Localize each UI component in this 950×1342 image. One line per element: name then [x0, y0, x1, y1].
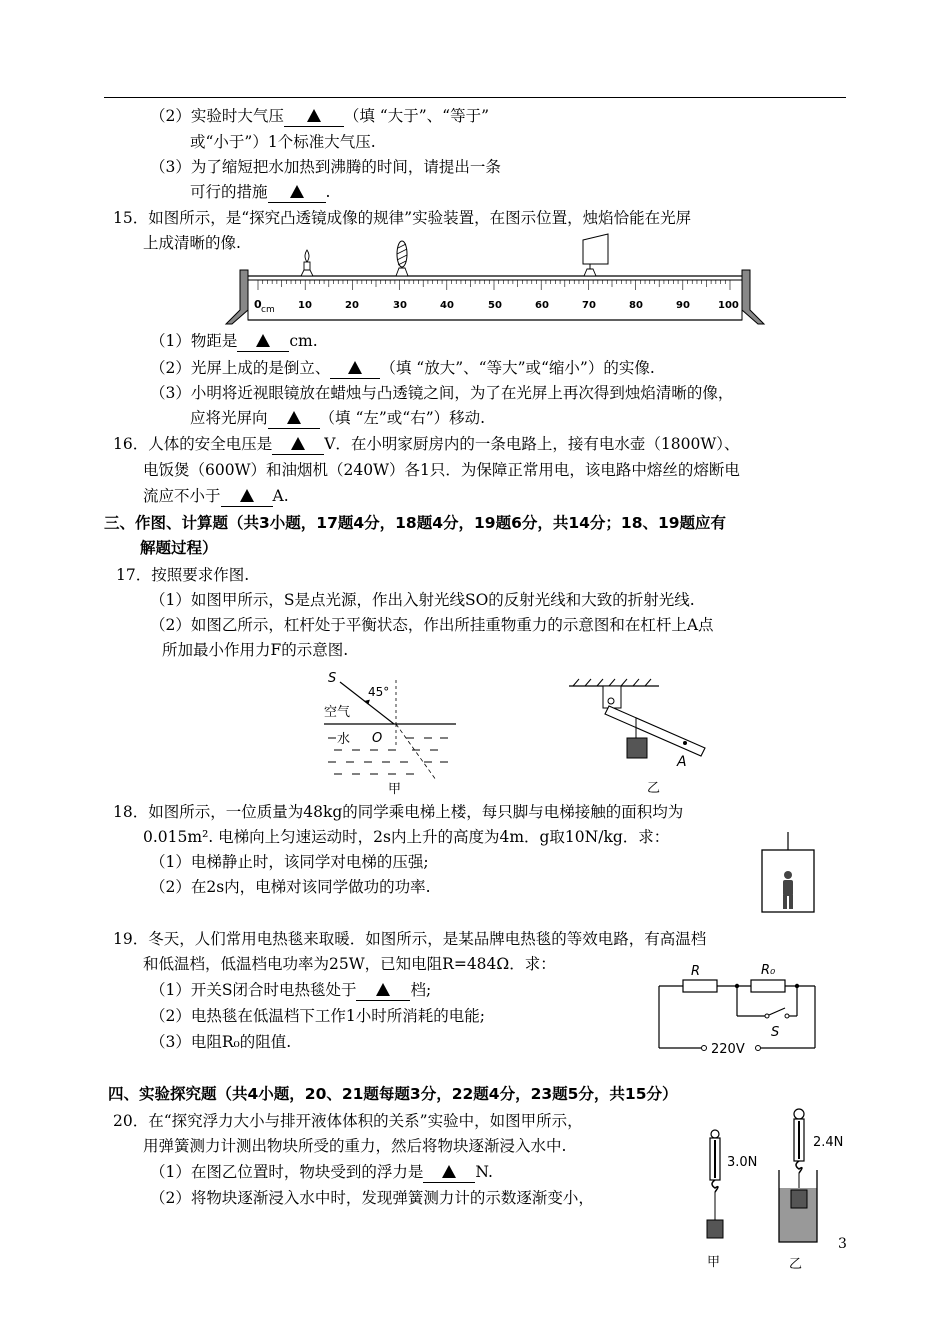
- lever-figure-yi: [565, 676, 715, 794]
- q19-part1: （1）开关S闭合时电热毯处于 档;: [150, 981, 432, 999]
- water-label: 水: [337, 732, 351, 747]
- q15-part3-line1: （3）小明将近视眼镜放在蜡烛与凸透镜之间，为了在光屏上再次得到烛焰清晰的像，: [150, 384, 734, 402]
- ruler-ticks: [258, 280, 730, 290]
- answer-blank[interactable]: [423, 1162, 475, 1183]
- triangle-icon: [307, 109, 321, 122]
- q17-part2-line1: （2）如图乙所示，杠杆处于平衡状态，作出所挂重物重力的示意图和在杠杆上A点: [150, 616, 714, 634]
- q17-part1: （1）如图甲所示，S是点光源，作出入射光线SO的反射光线和大致的折射光线.: [150, 591, 695, 609]
- section4-heading: 四、实验探究题（共4小题，20、21题每题3分，22题4分，23题5分，共15分）: [108, 1085, 678, 1103]
- lever-bar: [605, 706, 705, 756]
- answer-blank[interactable]: [237, 331, 289, 352]
- ruler-label-30: 30: [393, 300, 407, 311]
- q20-line2: 用弹簧测力计测出物块所受的重力，然后将物块逐渐浸入水中.: [143, 1137, 567, 1155]
- spring-scale-yi: [779, 1109, 817, 1242]
- reading-jia: 3.0N: [727, 1155, 758, 1170]
- ruler-label-10: 10: [298, 300, 312, 311]
- block-yi: [791, 1190, 807, 1208]
- optical-bench-figure: [230, 232, 770, 327]
- q17-part2-line2: 所加最小作用力F的示意图.: [162, 641, 349, 659]
- figure-caption-jia: 甲: [388, 782, 402, 797]
- q18-line1: 18．如图所示，一位质量为48kg的同学乘电梯上楼，每只脚与电梯接触的面积均为: [113, 803, 684, 821]
- q16-line1: 16．人体的安全电压是 V．在小明家厨房内的一条电路上，接有电水壶（1800W）、: [113, 435, 740, 453]
- q19-part2: （2）电热毯在低温档下工作1小时所消耗的电能;: [150, 1007, 485, 1025]
- terminal-left: [702, 1046, 707, 1051]
- q15-line2: 上成清晰的像.: [143, 234, 241, 252]
- section3-heading-line1: 三、作图、计算题（共3小题，17题4分，18题4分，19题6分，共14分；18、19题应有: [104, 514, 727, 532]
- q18-part1: （1）电梯静止时，该同学对电梯的压强;: [150, 853, 429, 871]
- q15-part1: （1）物距是 cm.: [150, 332, 318, 350]
- q15-line1: 15．如图所示，是“探究凸透镜成像的规律”实验装置，在图示位置，烛焰恰能在光屏: [113, 209, 692, 227]
- reading-yi: 2.4N: [813, 1135, 844, 1150]
- q20-line1: 20．在“探究浮力大小与排开液体体积的关系”实验中，如图甲所示，: [113, 1112, 583, 1130]
- spring-scale-jia: [707, 1130, 723, 1238]
- answer-blank[interactable]: [330, 358, 380, 379]
- triangle-icon: [291, 437, 305, 450]
- caption-yi: 乙: [789, 1257, 803, 1272]
- light-screen-icon: [583, 234, 608, 276]
- resistor-r0: [751, 980, 785, 992]
- triangle-icon: [287, 411, 301, 424]
- q19-line1: 19．冬天，人们常用电热毯来取暖．如图所示，是某品牌电热毯的等效电路，有高温档: [113, 930, 707, 948]
- elevator-figure: [760, 832, 816, 914]
- section3-heading-line2: 解题过程）: [140, 539, 218, 557]
- triangle-icon: [442, 1165, 456, 1178]
- reflection-figure-jia: [320, 668, 470, 796]
- header-rule: [104, 97, 846, 98]
- q20-part2: （2）将物块逐渐浸入水中时，发现弹簧测力计的示数逐渐变小，: [150, 1189, 594, 1207]
- ceiling-hatching: [573, 679, 651, 686]
- triangle-icon: [256, 334, 270, 347]
- ruler-label-50: 50: [488, 300, 502, 311]
- figure-caption-yi: 乙: [647, 781, 661, 796]
- q17-title: 17．按照要求作图.: [116, 566, 250, 584]
- pivot-icon: [608, 698, 614, 704]
- point-a-label: A: [677, 754, 687, 770]
- answer-blank[interactable]: [221, 486, 273, 507]
- point-o-label: O: [372, 731, 383, 746]
- ruler-label-70: 70: [582, 300, 596, 311]
- ruler-label-60: 60: [535, 300, 549, 311]
- resistor-r0-label: R₀: [761, 963, 776, 978]
- ruler-unit: cm: [261, 305, 275, 315]
- resistor-r-label: R: [691, 964, 701, 979]
- answer-blank[interactable]: [284, 106, 344, 127]
- q19-part3: （3）电阻R₀的阻值.: [150, 1033, 292, 1051]
- terminal-right: [756, 1046, 761, 1051]
- answer-blank[interactable]: [268, 182, 326, 203]
- ruler-label-20: 20: [345, 300, 359, 311]
- resistor-r: [683, 980, 717, 992]
- triangle-icon: [290, 185, 304, 198]
- switch-s: [769, 1008, 785, 1015]
- spring-scale-figure: [695, 1102, 855, 1272]
- block-jia: [707, 1220, 723, 1238]
- hanging-weight: [627, 738, 647, 758]
- bench-left-stand: [226, 270, 248, 324]
- triangle-icon: [376, 983, 390, 996]
- ruler-label-80: 80: [629, 300, 643, 311]
- answer-blank[interactable]: [268, 408, 320, 429]
- ruler-label-90: 90: [676, 300, 690, 311]
- q14-part2-line1: （2）实验时大气压 （填 “大于”、“等于”: [150, 107, 489, 125]
- convex-lens-icon: [396, 241, 408, 276]
- answer-blank[interactable]: [356, 980, 410, 1001]
- q18-line2: 0.015m². 电梯向上匀速运动时，2s内上升的高度为4m．g取10N/kg．求：: [143, 828, 670, 846]
- q14-part3-line1: （3）为了缩短把水加热到沸腾的时间，请提出一条: [150, 158, 501, 176]
- voltage-label: 220V: [711, 1042, 745, 1057]
- point-s-label: S: [328, 671, 337, 686]
- ruler-label-100: 100: [718, 300, 739, 311]
- pivot-bracket: [603, 686, 621, 708]
- q15-part2: （2）光屏上成的是倒立、 （填 “放大”、“等大”或“缩小”）的实像.: [150, 359, 655, 377]
- point-a-dot: [683, 741, 687, 745]
- q20-part1: （1）在图乙位置时，物块受到的浮力是 N.: [150, 1163, 493, 1181]
- q14-part3-line2: 可行的措施 .: [190, 183, 331, 201]
- bench-right-stand: [742, 270, 764, 324]
- page-number: 3: [838, 1236, 847, 1252]
- q19-line2: 和低温档，低温档电功率为25W，已知电阻R=484Ω．求：: [143, 955, 556, 973]
- switch-s-label: S: [771, 1025, 780, 1040]
- answer-blank[interactable]: [272, 434, 324, 455]
- q16-line3: 流应不小于 A.: [143, 487, 289, 505]
- triangle-icon: [348, 361, 362, 374]
- q16-line2: 电饭煲（600W）和油烟机（240W）各1只．为保障正常用电，该电路中熔丝的熔断电: [143, 461, 740, 479]
- triangle-icon: [240, 489, 254, 502]
- q18-part2: （2）在2s内，电梯对该同学做功的功率.: [150, 878, 431, 896]
- candle-icon: [301, 250, 313, 276]
- ruler-label-0: 0: [254, 298, 262, 311]
- caption-jia: 甲: [707, 1255, 721, 1270]
- ruler-label-40: 40: [440, 300, 454, 311]
- circuit-figure: [655, 960, 823, 1058]
- q14-part2-line2: 或“小于”）1个标准大气压.: [190, 133, 376, 151]
- angle-label: 45°: [368, 685, 390, 699]
- q15-part3-line2: 应将光屏向 （填 “左”或“右”）移动.: [190, 409, 486, 427]
- air-label: 空气: [324, 705, 351, 720]
